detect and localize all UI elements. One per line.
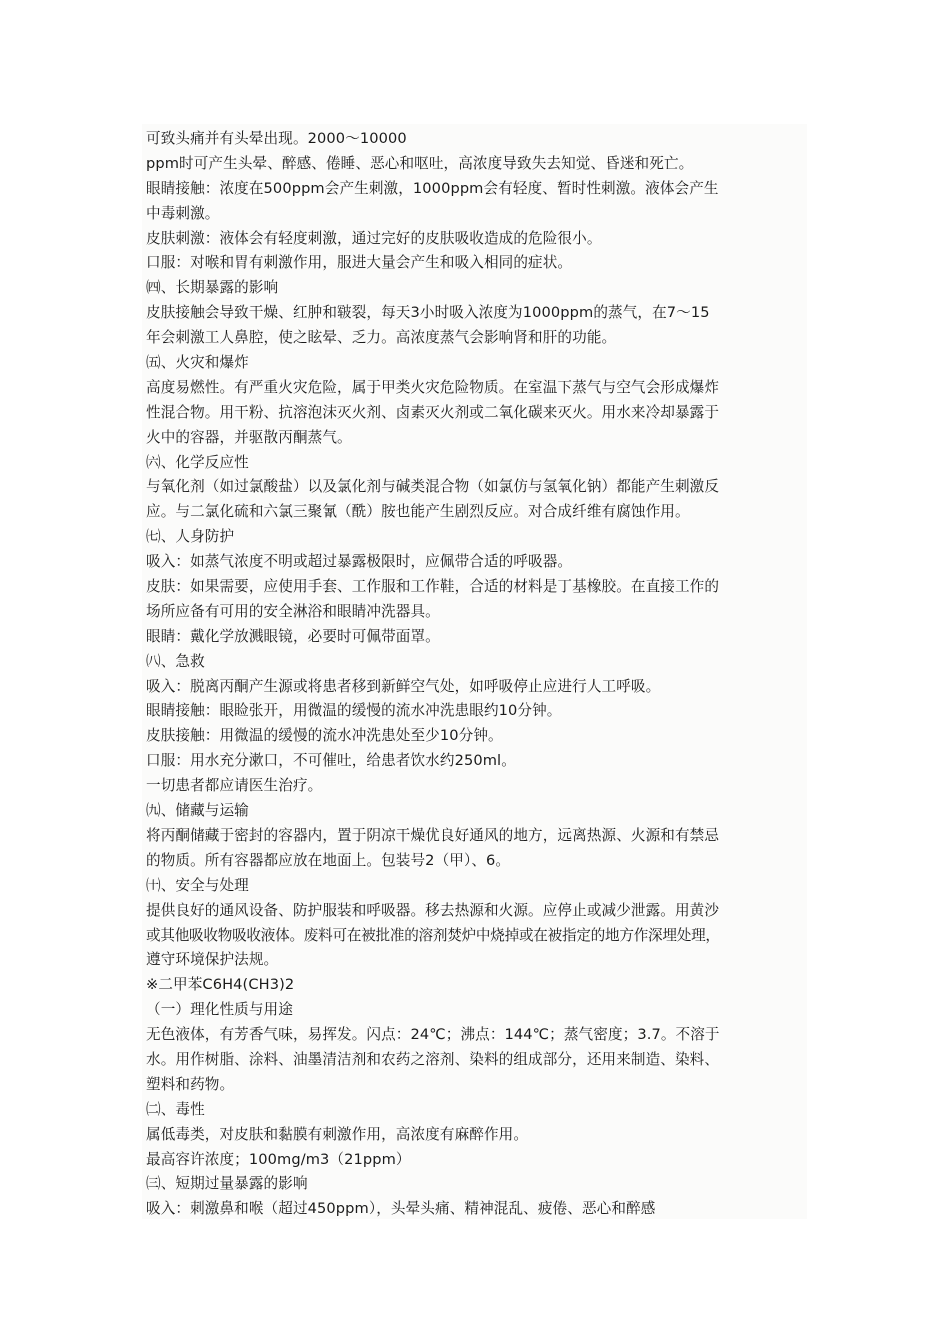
text-line: 可致头痛并有头晕出现。2000～10000 [146, 130, 407, 147]
text-line: 年会刺激工人鼻腔，使之眩晕、乏力。高浓度蒸气会影响肾和肝的功能。 [146, 329, 617, 347]
text-line: 皮肤：如果需要，应使用手套、工作服和工作鞋，合适的材料是丁基橡胶。在直接工作的 [146, 578, 720, 596]
section-heading: ㈤、火灾和爆炸 [146, 354, 249, 372]
text-line: 口服：对喉和胃有刺激作用，服进大量会产生和吸入相同的症状。 [146, 254, 573, 272]
text-line: 眼睛接触：浓度在500ppm会产生刺激，1000ppm会有轻度、暂时性刺激。液体会产生 [146, 179, 719, 197]
text-line: 中毒刺激。 [146, 204, 220, 222]
section-heading: ㈣、长期暴露的影响 [146, 279, 279, 297]
text-line: 应。与二氯化硫和六氯三聚氰（酰）胺也能产生剧烈反应。对合成纤维有腐蚀作用。 [146, 503, 690, 521]
section-heading: （一）理化性质与用途 [146, 1001, 293, 1019]
text-line: ppm时可产生头晕、醉感、倦睡、恶心和呕吐，高浓度导致失去知觉、昏迷和死亡。 [146, 154, 694, 172]
section-heading: ㈥、化学反应性 [146, 453, 249, 471]
text-line: 眼睛接触：眼睑张开，用微温的缓慢的流水冲洗患眼约10分钟。 [146, 702, 562, 720]
text-line: 皮肤接触会导致干燥、红肿和皲裂，每天3小时吸入浓度为1000ppm的蒸气，在7～15 [146, 304, 710, 322]
section-heading: ㈡、毒性 [146, 1100, 205, 1118]
text-line: 与氧化剂（如过氯酸盐）以及氯化剂与碱类混合物（如氯仿与氢氧化钠）都能产生刺激反 [146, 478, 720, 496]
section-heading: ㈨、储藏与运输 [146, 802, 249, 820]
document-page [142, 124, 807, 1219]
text-line: 场所应备有可用的安全淋浴和眼睛冲洗器具。 [146, 602, 440, 620]
text-line: 或其他吸收物吸收液体。废料可在被批准的溶剂焚炉中烧掉或在被指定的地方作深埋处理， [146, 926, 720, 944]
text-line: 的物质。所有容器都应放在地面上。包装号2（甲）、6。 [146, 851, 511, 869]
text-line: 口服：用水充分漱口，不可催吐，给患者饮水约250ml。 [146, 752, 516, 770]
text-line: 吸入：脱离丙酮产生源或将患者移到新鲜空气处，如呼吸停止应进行人工呼吸。 [146, 677, 661, 695]
text-line: 高度易燃性。有严重火灾危险，属于甲类火灾危险物质。在室温下蒸气与空气会形成爆炸 [146, 378, 720, 396]
text-line: 属低毒类，对皮肤和黏膜有刺激作用，高浓度有麻醉作用。 [146, 1125, 529, 1143]
text-line: 吸入：刺激鼻和喉（超过450ppm），头晕头痛、精神混乱、疲倦、恶心和醉感 [146, 1200, 656, 1218]
section-heading: ㈢、短期过量暴露的影响 [146, 1175, 308, 1193]
text-line: 吸入：如蒸气浓度不明或超过暴露极限时，应佩带合适的呼吸器。 [146, 553, 573, 571]
chemical-heading: ※二甲苯C6H4(CH3)2 [146, 976, 295, 994]
text-line: 皮肤接触：用微温的缓慢的流水冲洗患处至少10分钟。 [146, 727, 503, 745]
document-body [146, 127, 808, 1222]
text-line: 提供良好的通风设备、防护服装和呼吸器。移去热源和火源。应停止或减少泄露。用黄沙 [146, 901, 720, 919]
text-line: 遵守环境保护法规。 [146, 951, 279, 969]
text-line: 水。用作树脂、涂料、油墨清洁剂和农药之溶剂、染料的组成部分，还用来制造、染料、 [146, 1050, 720, 1068]
section-heading: ㈩、安全与处理 [146, 876, 249, 894]
text-line: 无色液体，有芳香气味，易挥发。闪点：24℃；沸点：144℃；蒸气密度；3.7。不溶于 [146, 1026, 720, 1044]
text-line: 塑料和药物。 [146, 1075, 235, 1093]
text-line: 将丙酮储藏于密封的容器内，置于阴凉干燥优良好通风的地方，远离热源、火源和有禁忌 [146, 826, 720, 844]
text-line: 一切患者都应请医生治疗。 [146, 777, 323, 795]
section-heading: ㈦、人身防护 [146, 528, 235, 546]
section-heading: ㈧、急救 [146, 652, 205, 670]
text-line: 火中的容器，并驱散丙酮蒸气。 [146, 428, 352, 446]
text-line: 最高容许浓度；100mg/m3（21ppm） [146, 1150, 411, 1168]
text-line: 皮肤刺激：液体会有轻度刺激，通过完好的皮肤吸收造成的危险很小。 [146, 229, 602, 247]
text-line: 眼睛：戴化学放溅眼镜，必要时可佩带面罩。 [146, 627, 440, 645]
text-line: 性混合物。用干粉、抗溶泡沫灭火剂、卤素灭火剂或二氧化碳来灭火。用水来冷却暴露于 [146, 403, 720, 421]
